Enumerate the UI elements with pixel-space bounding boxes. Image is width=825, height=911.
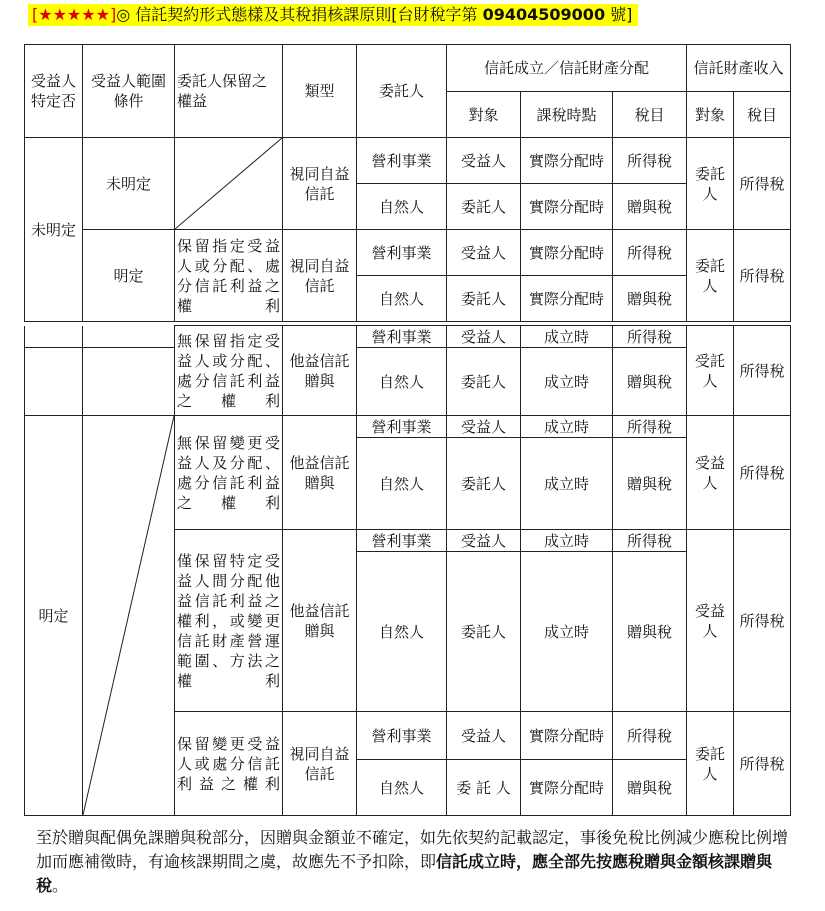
- spacer-left-2: [25, 348, 83, 416]
- g1-income-tax: 所得稅: [734, 138, 791, 230]
- g5-a-target: 受益人: [447, 530, 521, 552]
- g6-b-target: 委 託 人: [447, 760, 521, 816]
- g1-type: 視同自益信託: [283, 138, 357, 230]
- g1-a-target: 受益人: [447, 138, 521, 184]
- g6-income-target: 委託人: [687, 712, 734, 816]
- footer-end: 。: [52, 876, 69, 895]
- g6-a-settlor: 營利事業: [357, 712, 447, 760]
- g2-a-tax: 所得稅: [613, 230, 687, 276]
- g5-b-time: 成立時: [521, 552, 613, 712]
- g1-a-settlor: 營利事業: [357, 138, 447, 184]
- g6-type: 視同自益信託: [283, 712, 357, 816]
- title-text: 信託契約形式態樣及其稅捐核課原則[台財稅字第: [135, 5, 478, 24]
- g3-b-time: 成立時: [521, 348, 613, 416]
- g3-b-target: 委託人: [447, 348, 521, 416]
- header-distribution-group: 信託成立／信託財產分配: [447, 45, 687, 92]
- header-tax-time: 課稅時點: [521, 92, 613, 138]
- g1-a-time: 實際分配時: [521, 138, 613, 184]
- g1-b-target: 委託人: [447, 184, 521, 230]
- circle-mark: ◎: [116, 5, 131, 24]
- g2-type: 視同自益信託: [283, 230, 357, 322]
- g5-income-tax: 所得稅: [734, 530, 791, 712]
- g1-b-settlor: 自然人: [357, 184, 447, 230]
- spacer-scope-2: [83, 348, 175, 416]
- g1-b-time: 實際分配時: [521, 184, 613, 230]
- g4-type: 他益信託贈與: [283, 416, 357, 530]
- g3-a-tax: 所得稅: [613, 326, 687, 348]
- g6-b-time: 實際分配時: [521, 760, 613, 816]
- g2-income-target: 委託人: [687, 230, 734, 322]
- g1-income-target: 委託人: [687, 138, 734, 230]
- g5-income-target: 受益人: [687, 530, 734, 712]
- g5-a-tax: 所得稅: [613, 530, 687, 552]
- header-tax-item: 稅目: [613, 92, 687, 138]
- g1-b-tax: 贈與稅: [613, 184, 687, 230]
- g6-reserved: 保留變更受益人或處分信託利益之權利: [175, 712, 283, 816]
- header-beneficiary-scope: 受益人範圍條件: [83, 45, 175, 138]
- g4-b-time: 成立時: [521, 438, 613, 530]
- beneficiary-unspecified: 未明定: [25, 138, 83, 322]
- g6-b-tax: 贈與稅: [613, 760, 687, 816]
- g6-a-time: 實際分配時: [521, 712, 613, 760]
- rating-stars: [★★★★★]: [32, 5, 117, 24]
- g4-a-target: 受益人: [447, 416, 521, 438]
- g3-b-settlor: 自然人: [357, 348, 447, 416]
- header-target: 對象: [447, 92, 521, 138]
- g5-reserved: 僅保留特定受益人間分配他益信託利益之權利，或變更信託財產營運範圍、方法之權利: [175, 530, 283, 712]
- g2-reserved: 保留指定受益人或分配、處分信託利益之權利: [175, 230, 283, 322]
- g4-a-time: 成立時: [521, 416, 613, 438]
- g6-a-tax: 所得稅: [613, 712, 687, 760]
- g3-income-target: 受託人: [687, 326, 734, 416]
- g3-a-time: 成立時: [521, 326, 613, 348]
- trust-tax-table: [24, 44, 791, 322]
- g4-b-tax: 贈與稅: [613, 438, 687, 530]
- g2-a-target: 受益人: [447, 230, 521, 276]
- g5-a-settlor: 營利事業: [357, 530, 447, 552]
- title-number: 09404509000: [482, 5, 606, 24]
- g3-income-tax: 所得稅: [734, 326, 791, 416]
- g5-b-tax: 贈與稅: [613, 552, 687, 712]
- header-income-target: 對象: [687, 92, 734, 138]
- footer-note: [36, 826, 796, 898]
- header-income-tax-item: 稅目: [734, 92, 791, 138]
- g3-a-target: 受益人: [447, 326, 521, 348]
- g1-a-tax: 所得稅: [613, 138, 687, 184]
- header-settlor-reserved: 委託人保留之權益: [175, 45, 283, 138]
- footer-text: 至於贈與配偶免課贈與稅部分，因贈與金額並不確定，如先依契約記載認定，事後免稅比例減少應稅比例增加而應補徵時，有逾核課期間之虞，故應先不予扣除，即: [36, 828, 789, 871]
- g6-a-target: 受益人: [447, 712, 521, 760]
- header-type: 類型: [283, 45, 357, 138]
- g2-b-settlor: 自然人: [357, 276, 447, 322]
- g4-reserved: 無保留變更受益人及分配、處分信託利益之權利: [175, 416, 283, 530]
- scope-unspecified: 未明定: [83, 138, 175, 230]
- g2-b-tax: 贈與稅: [613, 276, 687, 322]
- spacer-left: [25, 326, 83, 348]
- g2-b-time: 實際分配時: [521, 276, 613, 322]
- title-suffix: 號]: [610, 5, 633, 24]
- footer-bold: 信託成立時，應全部先按應稅贈與金額核課贈與稅: [36, 852, 773, 895]
- g2-b-target: 委託人: [447, 276, 521, 322]
- trust-tax-table-lower: [24, 325, 791, 816]
- g3-reserved: 無保留指定受益人或分配、處分信託利益之權利: [175, 326, 283, 416]
- reserved-empty-slash: [175, 138, 283, 230]
- g2-a-settlor: 營利事業: [357, 230, 447, 276]
- g3-a-settlor: 營利事業: [357, 326, 447, 348]
- beneficiary-specified: 明定: [25, 416, 83, 816]
- g6-income-tax: 所得稅: [734, 712, 791, 816]
- g4-b-settlor: 自然人: [357, 438, 447, 530]
- g4-income-tax: 所得稅: [734, 416, 791, 530]
- header-income-group: 信託財產收入: [687, 45, 791, 92]
- g4-a-tax: 所得稅: [613, 416, 687, 438]
- g5-b-settlor: 自然人: [357, 552, 447, 712]
- g4-a-settlor: 營利事業: [357, 416, 447, 438]
- header-settlor: 委託人: [357, 45, 447, 138]
- header-beneficiary-specified: 受益人特定否: [25, 45, 83, 138]
- scope-empty-slash: [83, 416, 175, 816]
- page-title: [28, 4, 638, 26]
- g5-a-time: 成立時: [521, 530, 613, 552]
- g2-a-time: 實際分配時: [521, 230, 613, 276]
- g4-income-target: 受益人: [687, 416, 734, 530]
- g5-b-target: 委託人: [447, 552, 521, 712]
- g3-b-tax: 贈與稅: [613, 348, 687, 416]
- g2-income-tax: 所得稅: [734, 230, 791, 322]
- g3-type: 他益信託贈與: [283, 326, 357, 416]
- g4-b-target: 委託人: [447, 438, 521, 530]
- g6-b-settlor: 自然人: [357, 760, 447, 816]
- spacer-scope: [83, 326, 175, 348]
- scope-specified: 明定: [83, 230, 175, 322]
- g5-type: 他益信託贈與: [283, 530, 357, 712]
